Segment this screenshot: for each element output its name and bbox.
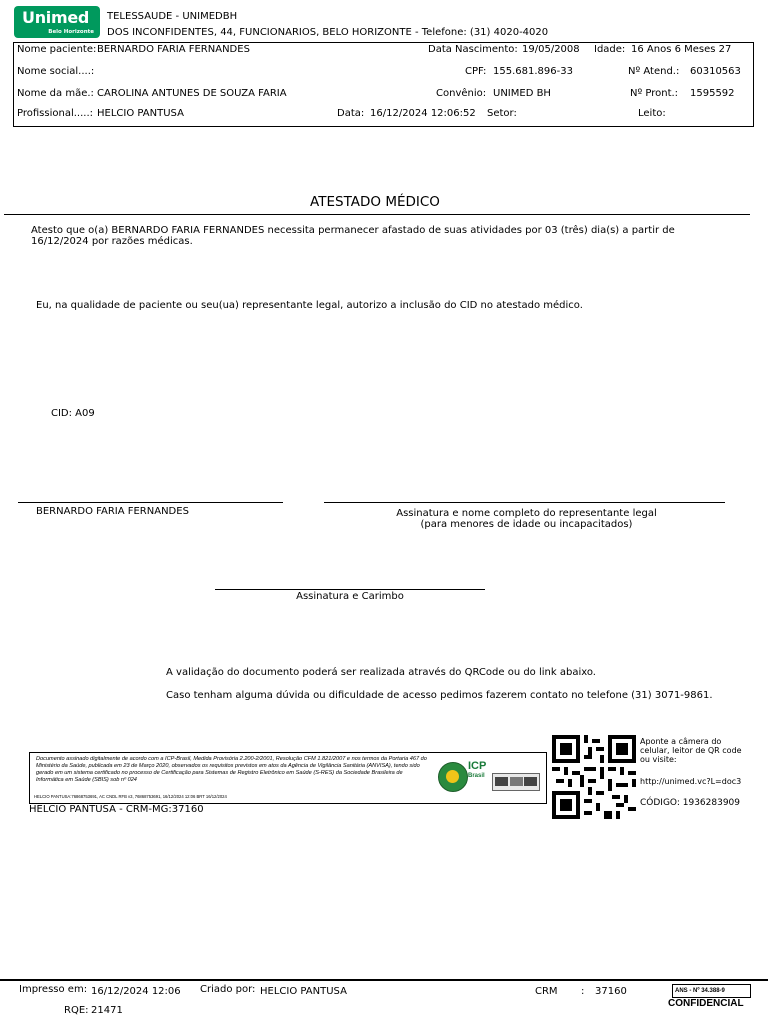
crm-label: CRM xyxy=(535,986,558,997)
stamp-signature-line xyxy=(215,589,485,590)
org-address: DOS INCONFIDENTES, 44, FUNCIONARIOS, BELO HORIZONTE - Telefone: (31) 4020-4020 xyxy=(107,27,549,38)
patient-name-label: Nome paciente: xyxy=(17,44,97,55)
qr-instruction-3: ou visite: xyxy=(640,755,677,764)
date-label: Data: xyxy=(337,108,365,119)
created-by-label: Criado por: xyxy=(200,984,256,995)
stamp-signature-label: Assinatura e Carimbo xyxy=(296,591,404,602)
qr-instruction-2: celular, leitor de QR code xyxy=(640,746,742,755)
icp-logo-subtext: Brasil xyxy=(468,773,485,779)
digital-signature-text: Documento assinado digitalmente de acordo com a ICP-Brasil, Medida Provisória 2.200-2/2001, Resolução CFM 1.821/2007 e nos termos da Portaria 467 do Ministério da Saúde, publicada em 23 de Março 2020, observados os requisitos previstos em atos da Agência de Vigilância Sanitária (ANVISA), tendo sido gerado em um sistema certificado no processo de Certificação para Sistemas de Registro Eletrônico em Saúde (S-RES) da Sociedade Brasileira de Informática em Saúde (SBIS) sob nº 024 xyxy=(36,756,427,783)
pront-label: Nº Pront.: xyxy=(630,88,679,99)
qr-code-icon[interactable] xyxy=(552,735,636,819)
brasil-seal-icon xyxy=(438,762,468,792)
atend-label: Nº Atend.: xyxy=(628,66,680,77)
validation-text-2: Caso tenham alguma dúvida ou dificuldade de acesso pedimos fazerem contato no telefone (31) 3071-9861. xyxy=(166,690,713,701)
patient-signature-name: BERNARDO FARIA FERNANDES xyxy=(36,506,189,517)
rqe-value: 21471 xyxy=(91,1005,123,1016)
rqe-label: RQE: xyxy=(64,1005,89,1016)
footer-divider xyxy=(0,979,768,981)
convenio-label: Convênio: xyxy=(436,88,487,99)
document-title: ATESTADO MÉDICO xyxy=(310,194,440,210)
printed-label: Impresso em: xyxy=(19,984,88,995)
icp-logo-text: ICP xyxy=(468,760,487,772)
professional-label: Profissional.....: xyxy=(17,108,93,119)
patient-signature-line xyxy=(18,502,283,503)
professional-name: HELCIO PANTUSA xyxy=(97,108,184,119)
attest-line-2: 16/12/2024 por razões médicas. xyxy=(31,236,193,247)
confidential-label: CONFIDENCIAL xyxy=(668,998,744,1009)
logo-subtitle: Belo Horizonte xyxy=(48,29,94,35)
crm-separator: : xyxy=(581,986,585,997)
pront-value: 1595592 xyxy=(690,88,735,99)
atend-value: 60310563 xyxy=(690,66,741,77)
logo-brand: Unimed xyxy=(22,8,90,27)
birth-date: 19/05/2008 xyxy=(522,44,580,55)
cpf-label: CPF: xyxy=(465,66,487,77)
leito-label: Leito: xyxy=(638,108,666,119)
date-value: 16/12/2024 12:06:52 xyxy=(370,108,476,119)
created-by-name: HELCIO PANTUSA xyxy=(260,986,347,997)
printed-date: 16/12/2024 12:06 xyxy=(91,986,181,997)
certification-badges-icon xyxy=(492,773,540,791)
unimed-logo xyxy=(14,6,100,38)
mother-name: CAROLINA ANTUNES DE SOUZA FARIA xyxy=(97,88,287,99)
doctor-crm: HELCIO PANTUSA - CRM-MG:37160 xyxy=(29,804,204,815)
cid-consent-text: Eu, na qualidade de paciente ou seu(ua) representante legal, autorizo a inclusão do CID no atestado médico. xyxy=(36,300,583,311)
org-name: TELESSAUDE - UNIMEDBH xyxy=(107,11,238,22)
ans-registration-badge: ANS - Nº 34.388-9 xyxy=(672,984,751,998)
social-name-label: Nome social....: xyxy=(17,66,95,77)
crm-value: 37160 xyxy=(595,986,627,997)
icp-brasil-logo xyxy=(468,761,486,781)
age-value: 16 Anos 6 Meses 27 xyxy=(631,44,732,55)
attest-line-1: Atesto que o(a) BERNARDO FARIA FERNANDES necessita permanecer afastado de suas atividades por 03 (três) dia(s) a partir de xyxy=(31,225,675,236)
representative-label-2: (para menores de idade ou incapacitados) xyxy=(420,519,633,530)
cid-code: CID: A09 xyxy=(51,408,95,419)
age-label: Idade: xyxy=(594,44,626,55)
qr-instruction-1: Aponte a câmera do xyxy=(640,737,722,746)
digital-signature-meta: HELCIO PANTUSA:76868753691, AC CNDL RFB v3, 76868753691, 16/12/2024 12:06 BRT 16/12/2024 xyxy=(34,794,227,799)
validation-code: CÓDIGO: 1936283909 xyxy=(640,798,741,808)
setor-label: Setor: xyxy=(487,108,517,119)
convenio-value: UNIMED BH xyxy=(493,88,551,99)
representative-signature-line xyxy=(324,502,725,503)
validation-text-1: A validação do documento poderá ser realizada através do QRCode ou do link abaixo. xyxy=(166,667,596,678)
digital-signature-stamp xyxy=(29,752,547,804)
patient-name: BERNARDO FARIA FERNANDES xyxy=(97,44,250,55)
mother-name-label: Nome da mãe.: xyxy=(17,88,94,99)
title-divider xyxy=(4,214,750,215)
birth-date-label: Data Nascimento: xyxy=(428,44,518,55)
validation-url[interactable]: http://unimed.vc?L=doc3 xyxy=(640,777,742,786)
cpf-value: 155.681.896-33 xyxy=(493,66,573,77)
representative-label-1: Assinatura e nome completo do representante legal xyxy=(396,508,657,519)
